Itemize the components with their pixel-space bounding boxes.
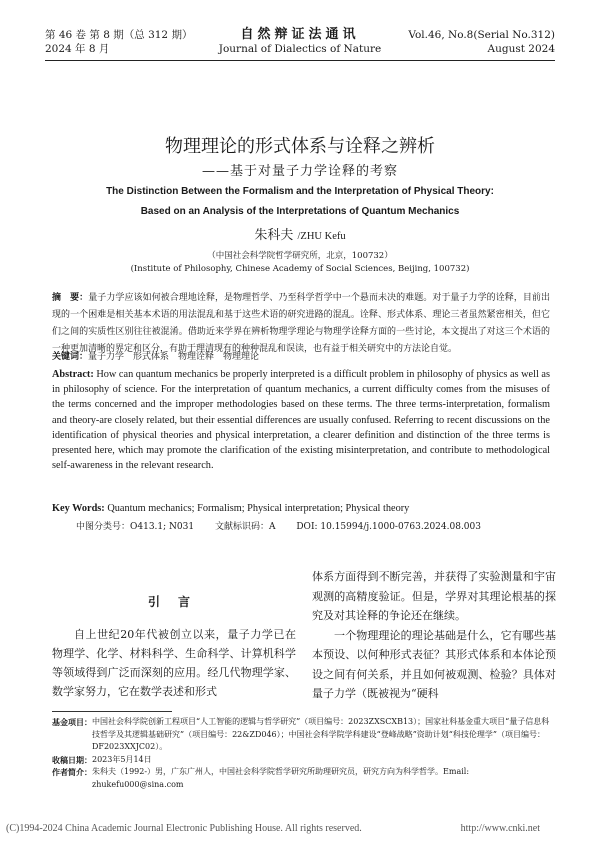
- copyright-notice: (C)1994-2024 China Academic Journal Electronic Publishing House. All rights reserved.: [6, 823, 362, 834]
- footnote-funding-text: 中国社会科学院创新工程项目“人工智能的逻辑与哲学研究”（项目编号：2023ZXSCXB13）；国家社科基金重大项目“量子信息科技哲学及其逻辑基础研究”（项目编号：22&ZD046）；中国社会科学院学科建设“登峰战略”资助计划“科技伦理学”（项目编号：DF2023XXJC02）。: [92, 717, 550, 752]
- journal-name-en: Journal of Dialectics of Nature: [218, 43, 382, 55]
- affiliation-cn: （中国社会科学院哲学研究所，北京，100732）: [207, 251, 393, 261]
- keywords-en-label: Key Words:: [52, 503, 105, 514]
- author-name-en: /ZHU Kefu: [297, 231, 346, 242]
- abstract-cn-text: 量子力学应该如何被合理地诠释，是物理哲学、乃至科学哲学中一个悬而未决的难题。对于量子力学的诠释，目前出现的一个困难是相关基本术语的用法混乱和基于这些术语的研究进路的混乱。诠释、形式体系、理论三者虽然紧密相关，但它们之间的实质性区别往往被混淆。借助近来学界在辨析物理学理论与物理学诠释方面的一些讨论，本文提出了对这三个术语的一种更加清晰的界定和区分，有助于理清现有的种种混乱和误读，也有益于相关研究中的方法论自觉。: [52, 293, 550, 354]
- abstract-en: [52, 367, 550, 473]
- footnote-author-bio: [52, 766, 556, 791]
- header-volume-en: Vol.46, No.8(Serial No.312): [408, 29, 555, 41]
- header-divider: [45, 60, 555, 61]
- footnote-divider: [52, 711, 172, 712]
- document-code: 文献标识码：A: [214, 522, 276, 532]
- clc-number: 中图分类号：O413.1; N031: [76, 522, 195, 532]
- article-title-en-line2: Based on an Analysis of the Interpretations of Quantum Mechanics: [140, 206, 460, 217]
- abstract-cn-label: 摘 要：: [52, 293, 89, 303]
- keywords-en: [52, 502, 550, 516]
- cnki-link[interactable]: http://www.cnki.net: [460, 823, 540, 834]
- header-volume: 第 46 卷 第 8 期（总 312 期）: [45, 29, 193, 41]
- keywords-cn-label: 关键词：: [52, 352, 89, 362]
- header-date: 2024 年 8 月: [45, 43, 110, 55]
- header-issue-info: [45, 28, 192, 56]
- footnotes: [52, 716, 556, 792]
- footnote-received-text: 2023年5月14日: [92, 754, 152, 764]
- keywords-en-text: Quantum mechanics; Formalism; Physical interpretation; Physical theory: [107, 503, 410, 514]
- affiliation: [0, 250, 600, 276]
- affiliation-en: (Institute of Philosophy, Chinese Academy of Social Sciences, Beijing, 100732): [130, 264, 470, 274]
- header-journal: [200, 28, 400, 56]
- article-subtitle-cn: ——基于对量子力学诠释的考察: [201, 164, 398, 179]
- keywords-cn: [52, 350, 550, 364]
- footnote-received: [52, 754, 556, 767]
- abstract-en-label: Abstract:: [52, 369, 94, 380]
- article-title-en: [40, 182, 560, 222]
- author-name-cn: 朱科夫: [254, 228, 294, 243]
- footnote-funding-label: 基金项目：: [52, 717, 92, 727]
- keywords-cn-text: 量子力学 形式体系 物理诠释 物理理论: [88, 352, 260, 362]
- footnote-funding: [52, 716, 556, 754]
- footnote-received-label: 收稿日期：: [52, 754, 92, 765]
- doi: DOI: 10.15994/j.1000-0763.2024.08.003: [296, 522, 481, 532]
- journal-name-cn: 自然辩证法通讯: [240, 27, 360, 42]
- body-paragraph: 体系方面得到不断完善，并获得了实验测量和宇宙观测的高精度验证。但是，学界对其理论根基的探究及对其诠释的争论还在继续。: [312, 570, 556, 622]
- author-line: [0, 224, 600, 243]
- header-issue-info-en: [408, 28, 555, 56]
- body-paragraph: 自上世纪20年代被创立以来，量子力学已在物理学、化学、材料科学、生命科学、计算机科学等领域得到广泛而深刻的应用。经几代物理学家、数学家努力，它在数学表述和形式: [52, 628, 296, 698]
- footnote-author-label: 作者简介：: [52, 767, 92, 778]
- body-column-right: [312, 567, 556, 704]
- body-paragraph: 一个物理理论的理论基础是什么，它有哪些基本预设、以何种形式表征？其形式体系和本体论预设之间有何关系，并且如何被观测、检验？具体对量子力学（既被视为“硬科: [312, 628, 556, 700]
- abstract-en-text: How can quantum mechanics be properly interpreted is a difficult problem in philosophy of physics as well as in philosophy of science. For the interpretation of quantum mechanics, a current difficulty comes from the misuses of the terms concerned and the improper methodologies based on these terms. The three terms-interpretation, formalism and theory-are closely related, but their essential differences are usually confused. Referring to recent discussions on the identification of physical theories and physical interpretation, a clearer definition and distinction of the three terms is presented here, which may promote the clarification of the existing misinterpretation, and contribute to methodological self-awareness in the relevant research.: [52, 369, 550, 472]
- article-title-cn: 物理理论的形式体系与诠释之辨析: [165, 136, 435, 157]
- header-date-en: August 2024: [487, 43, 555, 55]
- classification-line: [76, 520, 556, 534]
- section-title-introduction: 引言: [148, 595, 209, 609]
- body-column-left: [52, 625, 296, 701]
- abstract-cn: [52, 290, 550, 358]
- footnote-author-text: 朱科夫（1992-）男，广东广州人，中国社会科学院哲学研究所助理研究员，研究方向为科学哲学。Email: zhukefu000@sina.com: [92, 767, 470, 789]
- article-title-en-line1: The Distinction Between the Formalism and the Interpretation of Physical Theory:: [106, 186, 494, 197]
